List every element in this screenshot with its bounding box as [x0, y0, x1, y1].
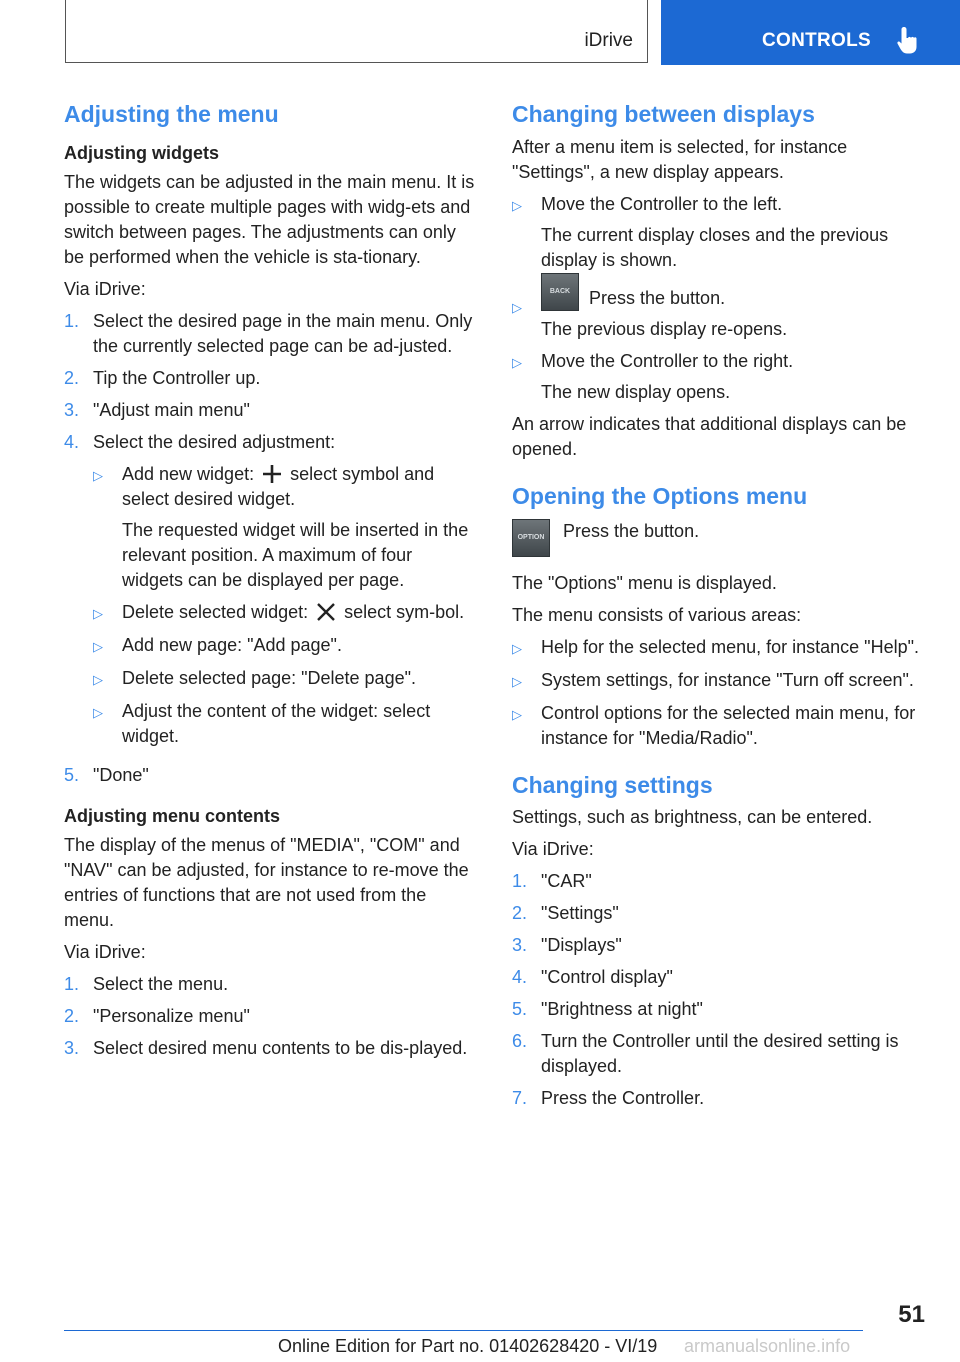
list-item	[512, 285, 932, 342]
heading-changing-settings: Changing settings	[512, 771, 713, 798]
list-item	[93, 633, 478, 659]
step-text: Select the desired adjustment:	[93, 431, 336, 452]
widget-steps-list	[64, 309, 478, 788]
settings-steps-list	[512, 869, 932, 1111]
triangle-right-icon: ▷	[512, 299, 522, 315]
triangle-right-icon: ▷	[93, 638, 103, 654]
step-number: 5.	[64, 764, 80, 785]
list-item	[64, 1004, 478, 1029]
adjustment-note: The requested widget will be inserted in the relevant position. A maximum of four widgets can be displayed per page.	[122, 519, 469, 590]
adjustment-text: select sym‐bol.	[344, 601, 465, 622]
step-number: 7.	[512, 1088, 528, 1109]
triangle-right-icon: ▷	[93, 605, 103, 621]
cross-icon	[316, 602, 336, 622]
list-item	[512, 668, 932, 694]
triangle-right-icon: ▷	[93, 467, 103, 483]
step-text: Turn the Controller until the desired setting is displayed.	[541, 1031, 899, 1077]
step-text: "Done"	[93, 764, 149, 785]
header-bar	[65, 0, 648, 63]
list-item	[64, 763, 478, 788]
step-text: Select the desired page in the main menu. Only the currently selected page can be ad‐justed.	[93, 310, 473, 356]
action-text: Move the Controller to the left.	[541, 193, 783, 214]
pointing-hand-icon	[895, 25, 923, 55]
right-column	[512, 100, 932, 1118]
step-number: 1.	[64, 310, 80, 331]
header-tab-controls	[661, 0, 960, 65]
area-text: System settings, for instance "Turn off screen".	[541, 669, 914, 690]
step-number: 3.	[512, 935, 528, 956]
step-number: 5.	[512, 999, 528, 1020]
heading-adjusting-menu: Adjusting the menu	[64, 101, 279, 127]
footer-divider	[64, 1330, 863, 1331]
heading-changing-displays: Changing between displays	[512, 101, 815, 127]
step-text: "Brightness at night"	[541, 999, 703, 1020]
via-idrive-label: Via iDrive:	[64, 278, 146, 299]
list-item	[512, 933, 932, 958]
paragraph-menu-contents: The display of the menus of "MEDIA", "COM" and "NAV" can be adjusted, for instance to re‐move the entries of functions that are not used from the menu.	[64, 835, 469, 931]
paragraph-options-displayed: The "Options" menu is displayed.	[512, 572, 777, 593]
menu-contents-steps-list	[64, 972, 478, 1061]
list-item	[64, 366, 478, 391]
step-number: 3.	[64, 1038, 80, 1059]
step-text: "Settings"	[541, 903, 619, 924]
list-item	[64, 398, 478, 423]
options-press-row	[512, 519, 932, 557]
action-move-left	[541, 192, 932, 273]
via-idrive-label: Via iDrive:	[64, 942, 146, 963]
options-press-text: Press the button.	[563, 520, 700, 541]
step-text: Tip the Controller up.	[93, 367, 261, 388]
adjustment-text: select symbol and select desired widget.	[122, 463, 435, 509]
list-item	[512, 965, 932, 990]
footer-edition: Online Edition for Part no. 01402628420 - VI/19	[278, 1336, 658, 1356]
options-areas-list	[512, 635, 932, 751]
step-number: 1.	[64, 974, 80, 995]
list-item	[512, 1029, 932, 1079]
heading-options-menu: Opening the Options menu	[512, 482, 808, 509]
adjustment-text: Add new widget:	[122, 463, 255, 484]
action-text: Move the Controller to the right.	[541, 350, 794, 371]
step-body	[93, 430, 478, 756]
paragraph-settings-intro: Settings, such as brightness, can be entered.	[512, 807, 873, 828]
step-number: 2.	[64, 1006, 80, 1027]
step-text: "Adjust main menu"	[93, 399, 250, 420]
action-note: The new display opens.	[541, 381, 731, 402]
step-number: 2.	[64, 367, 80, 388]
list-item	[512, 635, 932, 661]
list-item	[512, 349, 932, 405]
step-text: Select desired menu contents to be dis‐played.	[93, 1038, 468, 1059]
step-number: 2.	[512, 903, 528, 924]
list-item	[93, 666, 478, 692]
step-text: "Control display"	[541, 967, 673, 988]
list-item	[512, 901, 932, 926]
action-note: The current display closes and the previous display is shown.	[541, 224, 889, 270]
adjustment-options-list	[93, 462, 478, 749]
paragraph-arrow-note: An arrow indicates that additional displays can be opened.	[512, 413, 907, 459]
paragraph-options-areas: The menu consists of various areas:	[512, 604, 802, 625]
watermark: armanualsonline.info	[684, 1336, 851, 1356]
plus-icon	[262, 464, 282, 484]
list-item	[512, 869, 932, 894]
header-section-title: iDrive	[584, 30, 633, 51]
step-number: 6.	[512, 1031, 528, 1052]
adjustment-text: Delete selected page: "Delete page".	[122, 667, 416, 688]
step-text: "Displays"	[541, 935, 622, 956]
triangle-right-icon: ▷	[512, 673, 522, 689]
step-number: 1.	[512, 871, 528, 892]
adjustment-text: Adjust the content of the widget: select widget.	[122, 700, 431, 746]
step-text: Select the menu.	[93, 974, 229, 995]
triangle-right-icon: ▷	[512, 354, 522, 370]
step-number: 4.	[512, 967, 528, 988]
triangle-right-icon: ▷	[512, 197, 522, 213]
action-press-back	[541, 285, 932, 342]
paragraph-widgets-intro: The widgets can be adjusted in the main menu. It is possible to create multiple pages with widg‐ets and switch between pages. The adjustments can only be performed when the vehicle is sta‐tionary.	[64, 171, 475, 267]
adjustment-text: Delete selected widget:	[122, 601, 309, 622]
triangle-right-icon: ▷	[93, 671, 103, 687]
triangle-right-icon: ▷	[512, 706, 522, 722]
header-tab-label: CONTROLS	[762, 30, 872, 51]
step-text: "Personalize menu"	[93, 1006, 250, 1027]
adjustment-delete-widget	[122, 600, 478, 626]
list-item	[93, 600, 478, 626]
step-number: 4.	[64, 431, 80, 452]
action-move-right	[541, 349, 932, 405]
step-text: Press the Controller.	[541, 1088, 705, 1109]
list-item	[64, 972, 478, 997]
adjustment-add-widget	[122, 462, 478, 593]
left-column	[64, 100, 478, 1068]
page-number: 51	[898, 1301, 925, 1328]
display-actions-list	[512, 192, 932, 405]
option-button-icon: OPTION	[512, 519, 550, 557]
list-item	[64, 1036, 478, 1061]
list-item	[64, 430, 478, 756]
subheading-adjusting-widgets: Adjusting widgets	[64, 142, 219, 163]
adjustment-text: Add new page: "Add page".	[122, 634, 342, 655]
action-text: Press the button.	[589, 287, 726, 308]
list-item	[93, 462, 478, 593]
action-note: The previous display re-opens.	[541, 318, 788, 339]
list-item	[512, 997, 932, 1022]
step-number: 3.	[64, 399, 80, 420]
back-button-icon: BACK	[541, 273, 579, 311]
list-item	[512, 192, 932, 273]
list-item	[512, 1086, 932, 1111]
triangle-right-icon: ▷	[512, 640, 522, 656]
area-text: Control options for the selected main menu, for instance for "Media/Radio".	[541, 702, 916, 748]
triangle-right-icon: ▷	[93, 704, 103, 720]
via-idrive-label: Via iDrive:	[512, 839, 594, 860]
list-item	[64, 309, 478, 359]
paragraph-displays-intro: After a menu item is selected, for instance "Settings", a new display appears.	[512, 136, 848, 182]
step-text: "CAR"	[541, 871, 592, 892]
subheading-menu-contents: Adjusting menu contents	[64, 805, 280, 826]
list-item	[93, 699, 478, 749]
area-text: Help for the selected menu, for instance "Help".	[541, 636, 919, 657]
list-item	[512, 701, 932, 751]
